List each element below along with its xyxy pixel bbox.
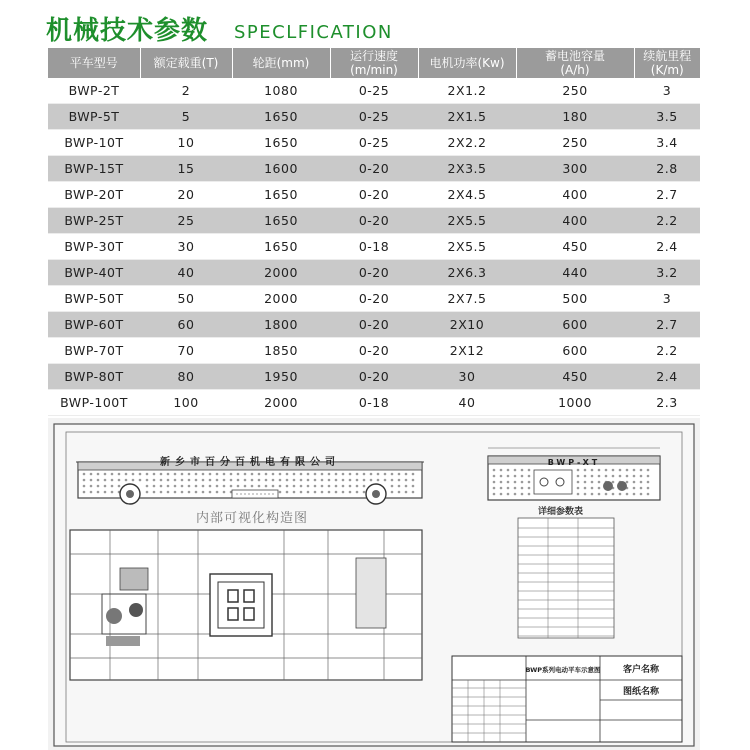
title-block-name: BWP系列电动平车示意图	[525, 666, 601, 674]
column-header: 电机功率(Kw)	[418, 48, 516, 78]
model-cell: BWP-5T	[48, 104, 140, 130]
spec-cell: 0-20	[330, 208, 418, 234]
spec-cell: 300	[516, 156, 634, 182]
table-row	[48, 182, 700, 208]
spec-cell: 2X6.3	[418, 260, 516, 286]
spec-cell: 1650	[232, 208, 330, 234]
spec-cell: 30	[418, 364, 516, 390]
end-view	[488, 448, 660, 500]
spec-cell: 15	[140, 156, 232, 182]
model-cell: BWP-10T	[48, 130, 140, 156]
column-header: 额定载重(T)	[140, 48, 232, 78]
spec-cell: 3.4	[634, 130, 700, 156]
spec-cell: 2X2.2	[418, 130, 516, 156]
spec-cell: 600	[516, 338, 634, 364]
spec-cell: 0-18	[330, 390, 418, 416]
spec-cell: 0-18	[330, 234, 418, 260]
parameter-table	[518, 505, 614, 638]
spec-cell: 1850	[232, 338, 330, 364]
column-header: 蓄电池容量 (A/h)	[516, 48, 634, 78]
spec-cell: 0-20	[330, 312, 418, 338]
page-header	[0, 0, 750, 50]
model-cell: BWP-60T	[48, 312, 140, 338]
spec-cell: 450	[516, 364, 634, 390]
drawing-name-label: 图纸名称	[622, 687, 660, 697]
engineering-drawing	[48, 418, 700, 750]
model-cell: BWP-20T	[48, 182, 140, 208]
spec-cell: 3.2	[634, 260, 700, 286]
spec-cell: 0-20	[330, 182, 418, 208]
table-body	[48, 78, 700, 416]
interior-view	[70, 530, 422, 680]
column-header: 运行速度 (m/min)	[330, 48, 418, 78]
model-cell: BWP-2T	[48, 78, 140, 104]
spec-cell: 0-20	[330, 364, 418, 390]
spec-cell: 80	[140, 364, 232, 390]
spec-cell: 250	[516, 78, 634, 104]
drawing-canvas	[48, 418, 700, 750]
spec-cell: 2X1.2	[418, 78, 516, 104]
end-view-label: BWP-XT	[547, 458, 601, 467]
spec-cell: 2X5.5	[418, 208, 516, 234]
table-row	[48, 208, 700, 234]
spec-cell: 2.8	[634, 156, 700, 182]
table-row	[48, 260, 700, 286]
spec-cell: 0-25	[330, 104, 418, 130]
spec-cell: 3	[634, 78, 700, 104]
spec-cell: 2.2	[634, 208, 700, 234]
spec-cell: 2000	[232, 286, 330, 312]
spec-cell: 2.4	[634, 364, 700, 390]
model-cell: BWP-30T	[48, 234, 140, 260]
title-block	[452, 656, 682, 742]
spec-cell: 2	[140, 78, 232, 104]
company-label: 新乡市百分百机电有限公司	[160, 457, 340, 468]
spec-table	[48, 48, 700, 416]
customer-label: 客户名称	[622, 665, 660, 675]
spec-cell: 40	[418, 390, 516, 416]
spec-cell: 2X7.5	[418, 286, 516, 312]
spec-cell: 25	[140, 208, 232, 234]
spec-cell: 2.7	[634, 182, 700, 208]
spec-cell: 50	[140, 286, 232, 312]
spec-cell: 2000	[232, 390, 330, 416]
spec-cell: 500	[516, 286, 634, 312]
spec-cell: 3	[634, 286, 700, 312]
spec-cell: 1600	[232, 156, 330, 182]
spec-cell: 2.2	[634, 338, 700, 364]
spec-cell: 2X4.5	[418, 182, 516, 208]
model-cell: BWP-50T	[48, 286, 140, 312]
interior-view-label: 内部可视化构造图	[195, 511, 309, 526]
spec-cell: 2.4	[634, 234, 700, 260]
spec-cell: 1650	[232, 234, 330, 260]
spec-cell: 2X3.5	[418, 156, 516, 182]
page-title: 机械技术参数	[46, 16, 209, 46]
spec-cell: 20	[140, 182, 232, 208]
spec-cell: 1080	[232, 78, 330, 104]
page-subtitle: SPECLFICATION	[234, 22, 393, 43]
model-cell: BWP-100T	[48, 390, 140, 416]
table-header-row	[48, 48, 700, 78]
model-cell: BWP-70T	[48, 338, 140, 364]
spec-cell: 1000	[516, 390, 634, 416]
spec-cell: 440	[516, 260, 634, 286]
spec-cell: 0-25	[330, 130, 418, 156]
table-row	[48, 234, 700, 260]
table-row	[48, 104, 700, 130]
table-row	[48, 78, 700, 104]
model-cell: BWP-40T	[48, 260, 140, 286]
table-row	[48, 312, 700, 338]
spec-cell: 0-25	[330, 78, 418, 104]
column-header: 平车型号	[48, 48, 140, 78]
spec-cell: 1650	[232, 104, 330, 130]
spec-cell: 1650	[232, 130, 330, 156]
spec-cell: 2.7	[634, 312, 700, 338]
spec-cell: 250	[516, 130, 634, 156]
spec-cell: 0-20	[330, 156, 418, 182]
spec-cell: 100	[140, 390, 232, 416]
table-row	[48, 338, 700, 364]
spec-cell: 600	[516, 312, 634, 338]
spec-cell: 60	[140, 312, 232, 338]
spec-cell: 2000	[232, 260, 330, 286]
column-header: 轮距(mm)	[232, 48, 330, 78]
spec-cell: 3.5	[634, 104, 700, 130]
model-cell: BWP-15T	[48, 156, 140, 182]
table-row	[48, 156, 700, 182]
spec-cell: 1950	[232, 364, 330, 390]
spec-cell: 2X10	[418, 312, 516, 338]
table-row	[48, 364, 700, 390]
table-row	[48, 130, 700, 156]
spec-cell: 1800	[232, 312, 330, 338]
spec-cell: 2X5.5	[418, 234, 516, 260]
parameter-table-title: 详细参数表	[538, 507, 584, 517]
spec-cell: 1650	[232, 182, 330, 208]
spec-cell: 5	[140, 104, 232, 130]
spec-cell: 2.3	[634, 390, 700, 416]
spec-cell: 40	[140, 260, 232, 286]
side-view	[76, 455, 424, 504]
spec-cell: 2X1.5	[418, 104, 516, 130]
column-header: 续航里程 (K/m)	[634, 48, 700, 78]
spec-cell: 450	[516, 234, 634, 260]
spec-cell: 0-20	[330, 338, 418, 364]
spec-cell: 180	[516, 104, 634, 130]
table-row	[48, 286, 700, 312]
spec-cell: 0-20	[330, 260, 418, 286]
model-cell: BWP-25T	[48, 208, 140, 234]
table-row	[48, 390, 700, 416]
spec-cell: 30	[140, 234, 232, 260]
model-cell: BWP-80T	[48, 364, 140, 390]
spec-cell: 10	[140, 130, 232, 156]
spec-cell: 70	[140, 338, 232, 364]
spec-cell: 400	[516, 182, 634, 208]
spec-cell: 2X12	[418, 338, 516, 364]
spec-cell: 0-20	[330, 286, 418, 312]
spec-cell: 400	[516, 208, 634, 234]
